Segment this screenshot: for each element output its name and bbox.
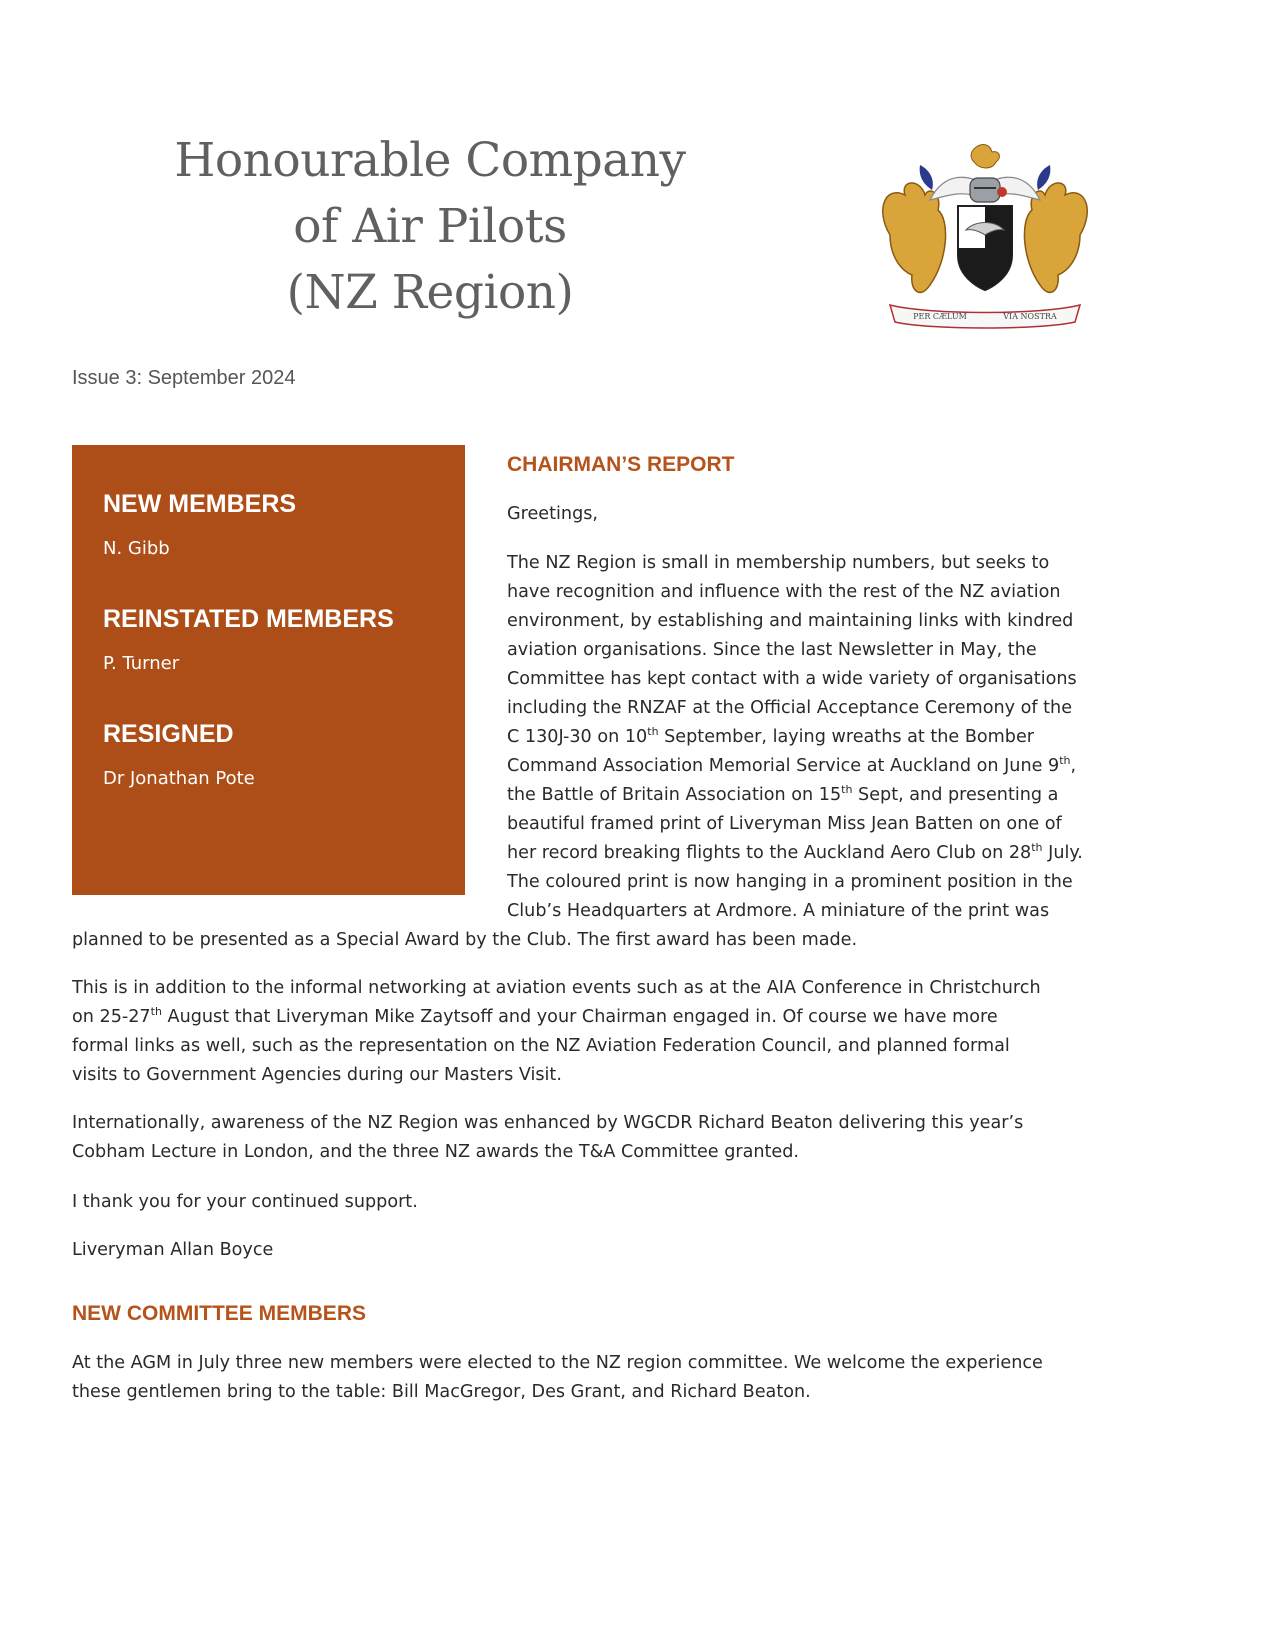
- paragraph-line: environment, by establishing and maintaining links with kindred: [507, 611, 1074, 631]
- motto-right: VIA NOSTRA: [1003, 312, 1057, 321]
- greeting: Greetings,: [507, 504, 598, 524]
- new-members-heading: NEW MEMBERS: [103, 490, 297, 518]
- title-line-1: Honourable Company: [174, 133, 686, 188]
- members-sidebar: [72, 445, 465, 895]
- paragraph-line: on 25-27th August that Liveryman Mike Zaytsoff and your Chairman engaged in. Of course we have more: [72, 1005, 998, 1027]
- paragraph-line: visits to Government Agencies during our Masters Visit.: [72, 1065, 562, 1085]
- paragraph-line: C 130J-30 on 10th September, laying wreaths at the Bomber: [507, 725, 1035, 747]
- paragraph-line: Cobham Lecture in London, and the three NZ awards the T&A Committee granted.: [72, 1142, 800, 1162]
- motto-left: PER CÆLUM: [913, 312, 967, 321]
- paragraph-line: Committee has kept contact with a wide variety of organisations: [507, 669, 1077, 689]
- newsletter-title: [90, 128, 770, 326]
- paragraph-line: Club’s Headquarters at Ardmore. A miniature of the print was: [507, 901, 1050, 921]
- paragraph-line: have recognition and influence with the rest of the NZ aviation: [507, 582, 1061, 602]
- paragraph-line: aviation organisations. Since the last Newsletter in May, the: [507, 640, 1037, 660]
- paragraph-line: beautiful framed print of Liveryman Miss Jean Batten on one of: [507, 814, 1062, 834]
- reinstated-members-value: P. Turner: [103, 653, 180, 674]
- paragraph-line: her record breaking flights to the Auckland Aero Club on 28th July.: [507, 841, 1083, 863]
- paragraph-line: the Battle of Britain Association on 15th Sept, and presenting a: [507, 783, 1059, 805]
- paragraph-line: formal links as well, such as the representation on the NZ Aviation Federation Council, and planned formal: [72, 1036, 1010, 1056]
- new-members-value: N. Gibb: [103, 538, 170, 559]
- resigned-heading: RESIGNED: [103, 720, 234, 748]
- title-line-3: (NZ Region): [286, 265, 574, 320]
- new-committee-heading: NEW COMMITTEE MEMBERS: [72, 1302, 366, 1325]
- chairman-paragraph-1: [507, 549, 1167, 926]
- reinstated-members-heading: REINSTATED MEMBERS: [103, 605, 394, 633]
- paragraph-line: planned to be presented as a Special Award by the Club. The first award has been made.: [72, 930, 858, 950]
- paragraph-line: This is in addition to the informal networking at aviation events such as at the AIA Conference in Christchurch: [72, 978, 1041, 998]
- signoff: Liveryman Allan Boyce: [72, 1240, 274, 1260]
- chairman-paragraph-3: [72, 1109, 1152, 1167]
- paragraph-line: At the AGM in July three new members were elected to the NZ region committee. We welcome the experience: [72, 1353, 1043, 1373]
- coat-of-arms-icon: [870, 140, 1100, 335]
- issue-label: Issue 3: September 2024: [72, 367, 296, 389]
- paragraph-line: these gentlemen bring to the table: Bill MacGregor, Des Grant, and Richard Beaton.: [72, 1382, 811, 1402]
- paragraph-line: The NZ Region is small in membership numbers, but seeks to: [507, 553, 1050, 573]
- title-line-2: of Air Pilots: [293, 199, 567, 254]
- chairmans-report-heading: CHAIRMAN’S REPORT: [507, 453, 735, 476]
- paragraph-line: Command Association Memorial Service at Auckland on June 9th,: [507, 754, 1077, 776]
- resigned-value: Dr Jonathan Pote: [103, 768, 255, 789]
- paragraph-line: Internationally, awareness of the NZ Region was enhanced by WGCDR Richard Beaton delivering this year’s: [72, 1113, 1024, 1133]
- paragraph-line: The coloured print is now hanging in a prominent position in the: [507, 872, 1073, 892]
- committee-paragraph: [72, 1349, 1152, 1407]
- thanks-line: I thank you for your continued support.: [72, 1192, 418, 1212]
- paragraph-line: including the RNZAF at the Official Acceptance Ceremony of the: [507, 698, 1073, 718]
- chairman-paragraph-2: [72, 974, 1152, 1090]
